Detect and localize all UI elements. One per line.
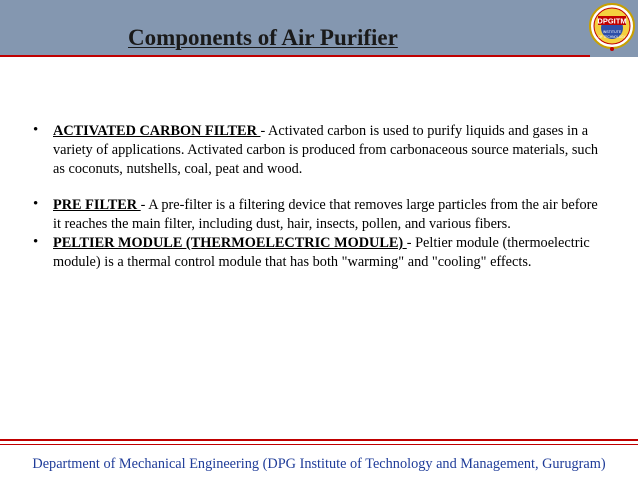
item-term: PELTIER MODULE (THERMOELECTRIC MODULE) [53,235,407,251]
logo-line-1: INSTITUTE [602,30,622,34]
item-description: - A pre-filter is a filtering device that removes large particles from the air before it reaches the main filter, including dust, hair, insects, pollen, and various fibers. [53,197,598,232]
item-description: - Peltier module (thermoelectric module) is a thermal control module that has both "warming" and "cooling" effects. [53,235,590,270]
footer-divider-top [0,439,638,441]
item-description: - Activated carbon is used to purify liquids and gases in a variety of applications. Activated carbon is produced from carbonaceous source materials, such as coconuts, nutshells, coal, peat and wood. [53,123,599,177]
bullet-icon: • [33,196,39,212]
bullet-icon: • [33,122,39,138]
slide-title: Components of Air Purifier [128,25,398,50]
logo-line-2: OF TECHNOLOGY [598,35,626,39]
bullet-list [33,122,603,272]
list-item-activated-carbon [33,122,603,179]
item-term: PRE FILTER [53,197,141,213]
bullet-icon: • [33,234,39,250]
item-term: ACTIVATED CARBON FILTER [53,123,261,139]
list-item-pre-filter [33,196,603,234]
footer-divider-bottom [0,444,638,445]
institute-logo [589,2,635,52]
footer-department: Department of Mechanical Engineering (DPG Institute of Technology and Management, Gurugram) [32,456,606,472]
logo-acronym: DPGITM [597,16,627,26]
list-item-peltier-module [33,234,603,272]
header-divider [0,55,590,57]
